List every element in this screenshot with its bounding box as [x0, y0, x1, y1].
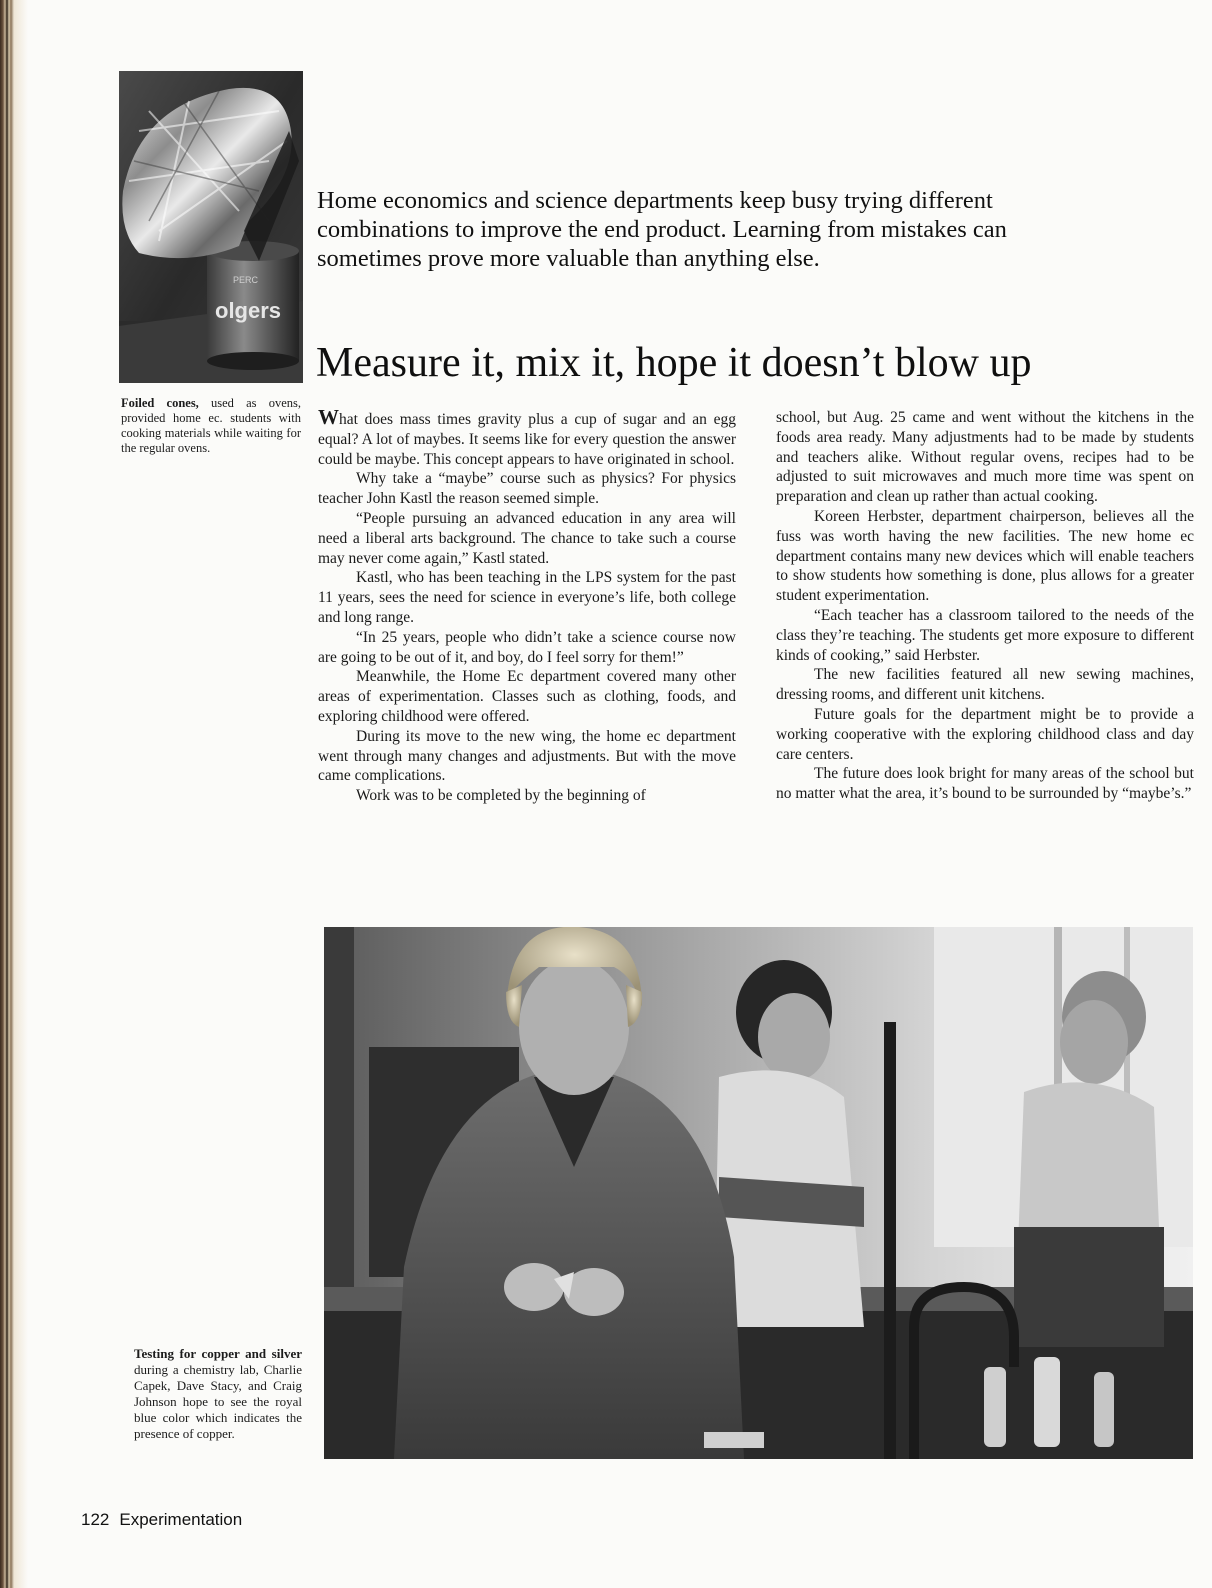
page-number: 122 [81, 1510, 110, 1529]
paragraph: Koreen Herbster, department chairperson, believes all the fuss was worth having the new facilities. The new home ec department contains many new devices which will enable teachers to show students how something is done, plus allows for a greater student experimentation. [776, 507, 1194, 605]
chemistry-lab-photo [324, 927, 1193, 1459]
paragraph: “People pursuing an advanced education in any area will need a liberal arts background. The chance to take such a course may never come again,” Kastl stated. [318, 509, 736, 567]
paragraph: Meanwhile, the Home Ec department covered many other areas of experimentation. Classes such as clothing, foods, and exploring childhood were offered. [318, 668, 736, 725]
section-name: Experimentation [119, 1510, 243, 1529]
can-small-text: PERC [233, 275, 259, 285]
caption-text: used as ovens, provided home ec. students with cooking materials while waiting for the regular ovens. [121, 396, 301, 455]
caption-chemistry-lab [134, 1346, 302, 1442]
paragraph: Why take a “maybe” course such as physics? For physics teacher John Kastl the reason seemed simple. [318, 470, 736, 508]
article-column-left [318, 405, 736, 806]
paragraph-text: hat does mass times gravity plus a cup of sugar and an egg equal? A lot of maybes. It seems like for every question the answer could be maybe. This concept appears to have originated in school. [318, 411, 736, 468]
headline: Measure it, mix it, hope it doesn’t blow up [316, 340, 1032, 386]
caption-lead: Testing for copper and silver [134, 1346, 302, 1361]
paragraph: The new facilities featured all new sewing machines, dressing rooms, and different unit kitchens. [776, 666, 1194, 704]
article-column-right [776, 408, 1194, 804]
page-folio [81, 1510, 242, 1530]
caption-lead: Foiled cones, [121, 396, 199, 410]
page-binding-edge [0, 0, 28, 1588]
paragraph: school, but Aug. 25 came and went without the kitchens in the foods area ready. Many adjustments had to be made by students and teachers alike. Without regular ovens, recipes had to be adjusted to suit microwaves and much more time was spent on preparation and clean up rather than actual cooking. [776, 409, 1194, 506]
paragraph: During its move to the new wing, the home ec department went through many changes and adjustments. But with the move came complications. [318, 727, 736, 785]
caption-text: during a chemistry lab, Charlie Capek, Dave Stacy, and Craig Johnson hope to see the royal blue color which indicates the presence of copper. [134, 1362, 302, 1441]
caption-foiled-cones [121, 396, 301, 456]
paragraph: “In 25 years, people who didn’t take a science course now are going to be out of it, and boy, do I feel sorry for them!” [318, 628, 736, 666]
paragraph: Kastl, who has been teaching in the LPS system for the past 11 years, sees the need for science in everyone’s life, both college and long range. [318, 569, 736, 626]
paragraph: Work was to be completed by the beginning of [356, 787, 646, 805]
can-brand-text: olgers [215, 298, 282, 323]
paragraph: Future goals for the department might be to provide a working cooperative with the exploring childhood class and day care centers. [776, 705, 1194, 763]
drop-cap: W [318, 405, 339, 429]
intro-deck: Home economics and science departments keep busy trying different combinations to improve the end product. Learning from mistakes can sometimes prove more valuable than anything else. [317, 187, 1007, 272]
paragraph: The future does look bright for many areas of the school but no matter what the area, it’s bound to be surrounded by “maybe’s.” [776, 765, 1194, 803]
paragraph [318, 405, 736, 469]
foil-cone-photo [119, 71, 303, 383]
paragraph: “Each teacher has a classroom tailored to the needs of the class they’re teaching. The students get more exposure to different kinds of cooking,” said Herbster. [776, 606, 1194, 664]
